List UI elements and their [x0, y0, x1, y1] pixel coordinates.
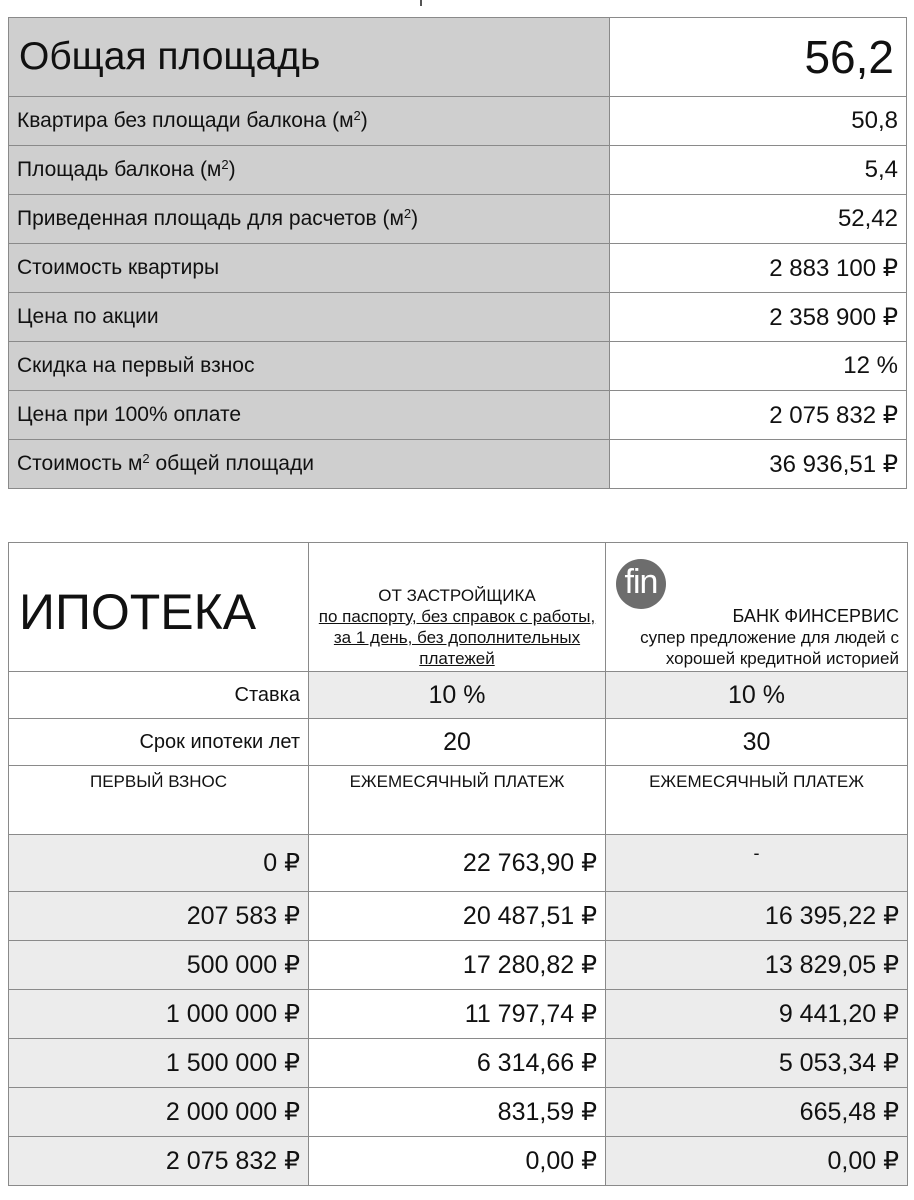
area-row-value: 50,8 — [610, 97, 907, 146]
developer-payment-value: 11 797,74 ₽ — [309, 990, 606, 1039]
bank-payment-header: ЕЖЕМЕСЯЧНЫЙ ПЛАТЕЖ — [606, 766, 908, 835]
rate-developer: 10 % — [309, 672, 606, 719]
area-row-value: 2 075 832 ₽ — [610, 391, 907, 440]
bank-payment-value: 0,00 ₽ — [606, 1137, 908, 1186]
area-row-value: 2 883 100 ₽ — [610, 244, 907, 293]
term-developer: 20 — [309, 719, 606, 766]
area-row-label: Скидка на первый взнос — [9, 342, 610, 391]
mortgage-title-cell — [9, 543, 309, 672]
developer-payment-value: 6 314,66 ₽ — [309, 1039, 606, 1088]
area-row-value: 12 % — [610, 342, 907, 391]
down-payment-value: 0 ₽ — [9, 835, 309, 892]
developer-name: ОТ ЗАСТРОЙЩИКА — [378, 586, 536, 605]
payment-row — [9, 990, 908, 1039]
rate-bank: 10 % — [606, 672, 908, 719]
bank-payment-value: 5 053,34 ₽ — [606, 1039, 908, 1088]
fin-logo-icon: fin — [616, 559, 666, 609]
area-row-value: 36 936,51 ₽ — [610, 440, 907, 489]
term-bank: 30 — [606, 719, 908, 766]
rate-label: Ставка — [9, 672, 309, 719]
area-row-value: 2 358 900 ₽ — [610, 293, 907, 342]
bank-payment-value: 13 829,05 ₽ — [606, 941, 908, 990]
area-row-label: Квартира без площади балкона $(м^2)$ — [9, 97, 610, 146]
area-row-label: Цена по акции — [9, 293, 610, 342]
area-header-row — [9, 18, 907, 97]
mortgage-title: ИПОТЕКА — [19, 584, 257, 640]
bank-description: супер предложение для людей с хорошей кредитной историей — [640, 628, 899, 668]
bank-payment-value: - — [606, 835, 908, 892]
developer-payment-value: 20 487,51 ₽ — [309, 892, 606, 941]
down-payment-value: 500 000 ₽ — [9, 941, 309, 990]
area-row-value: 5,4 — [610, 146, 907, 195]
area-row — [9, 97, 907, 146]
down-payment-header: ПЕРВЫЙ ВЗНОС — [9, 766, 309, 835]
area-row-label: Приведенная площадь для расчетов $(м^2)$ — [9, 195, 610, 244]
area-row — [9, 440, 907, 489]
area-title: Общая площадь — [9, 18, 610, 97]
area-row — [9, 146, 907, 195]
developer-offer-header — [309, 543, 606, 672]
developer-description: по паспорту, без справок с работы, за 1 день, без дополнительных платежей — [318, 607, 596, 668]
developer-payment-value: 22 763,90 ₽ — [309, 835, 606, 892]
mortgage-table — [8, 542, 908, 1186]
area-row — [9, 342, 907, 391]
payment-row — [9, 1039, 908, 1088]
bank-offer-header — [606, 543, 908, 672]
payment-row — [9, 835, 908, 892]
area-row-value: 52,42 — [610, 195, 907, 244]
bank-payment-value: 16 395,22 ₽ — [606, 892, 908, 941]
developer-payment-header: ЕЖЕМЕСЯЧНЫЙ ПЛАТЕЖ — [309, 766, 606, 835]
area-row — [9, 391, 907, 440]
term-row — [9, 719, 908, 766]
payment-row — [9, 941, 908, 990]
developer-payment-value: 831,59 ₽ — [309, 1088, 606, 1137]
down-payment-value: 1 000 000 ₽ — [9, 990, 309, 1039]
area-table — [8, 17, 907, 489]
area-total-value: 56,2 — [610, 18, 907, 97]
payment-column-headers — [9, 766, 908, 835]
down-payment-value: 207 583 ₽ — [9, 892, 309, 941]
area-row-label: Площадь балкона $(м^2)$ — [9, 146, 610, 195]
down-payment-value: 2 000 000 ₽ — [9, 1088, 309, 1137]
mortgage-header-row — [9, 543, 908, 672]
bank-payment-value: 665,48 ₽ — [606, 1088, 908, 1137]
payment-row — [9, 892, 908, 941]
developer-payment-value: 0,00 ₽ — [309, 1137, 606, 1186]
term-label: Срок ипотеки лет — [9, 719, 309, 766]
area-row-label: Стоимость $м^2$ общей площади — [9, 440, 610, 489]
area-row — [9, 293, 907, 342]
developer-payment-value: 17 280,82 ₽ — [309, 941, 606, 990]
down-payment-value: 1 500 000 ₽ — [9, 1039, 309, 1088]
area-row-label: Цена при 100% оплате — [9, 391, 610, 440]
area-row-label: Стоимость квартиры — [9, 244, 610, 293]
bank-payment-value: 9 441,20 ₽ — [606, 990, 908, 1039]
bank-name: БАНК ФИНСЕРВИС — [732, 606, 899, 626]
area-row — [9, 244, 907, 293]
payment-row — [9, 1137, 908, 1186]
area-row — [9, 195, 907, 244]
down-payment-value: 2 075 832 ₽ — [9, 1137, 309, 1186]
rate-row — [9, 672, 908, 719]
payment-row — [9, 1088, 908, 1137]
top-divider-mark — [420, 0, 422, 6]
